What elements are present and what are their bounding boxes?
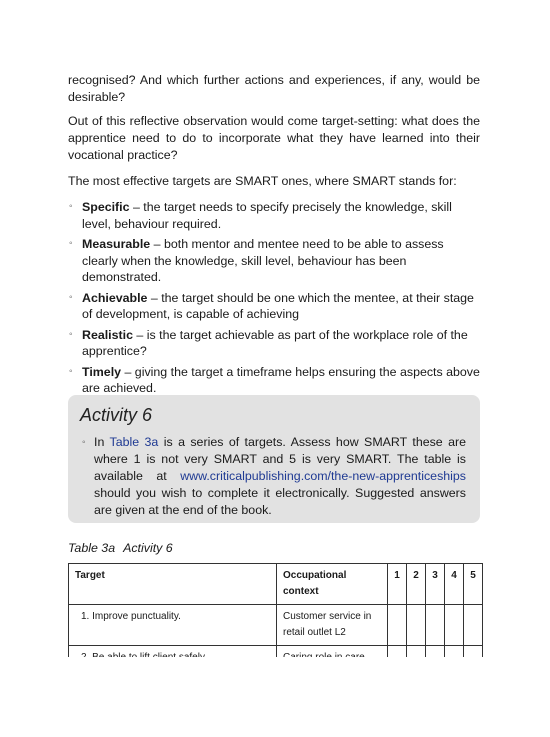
column-header: 4 [445, 564, 464, 605]
smart-term: Specific [82, 200, 130, 214]
bullet-icon: ◦ [69, 238, 73, 249]
smart-desc: – both mentor and mentee need to be able to assess clearly when the knowledge, skill level, behaviour has been demonstrated. [82, 237, 444, 284]
list-item [68, 327, 480, 360]
column-header: 3 [426, 564, 445, 605]
list-item [68, 236, 480, 286]
smart-desc: – the target needs to specify precisely the knowledge, skill level, behaviour required. [82, 200, 452, 231]
bullet-icon: ◦ [69, 365, 73, 377]
bullet-icon: ◦ [69, 201, 73, 212]
activity-text-part: is a series of targets. Assess how SMART these are where 1 is not very SMART and 5 is very SMART. The table is available at [94, 435, 466, 483]
list-item [68, 364, 480, 397]
paragraph: Out of this reflective observation would come target-setting: what does the apprentice need to do to incorporate what they have learned into their vocational practice? [68, 114, 480, 162]
smart-term: Achievable [82, 290, 148, 305]
table-caption [68, 541, 173, 555]
context-cell: Customer service in retail outlet L2 [277, 605, 388, 646]
smart-desc: – is the target achievable as part of the workplace role of the apprentice? [82, 327, 468, 358]
activity-text-part: should you wish to complete it electronically. Suggested answers are given at the end of the book. [94, 486, 466, 517]
caption-label: Table 3a [68, 541, 116, 555]
target-cell: 1. Improve punctuality. [69, 605, 277, 646]
smart-term: Realistic [82, 327, 133, 342]
smart-desc: – the target should be one which the mentee, at their stage of development, is capable of achieving [82, 290, 474, 321]
column-header: 2 [407, 564, 426, 605]
activity-title: Activity 6 [80, 405, 153, 425]
body-text [68, 72, 480, 401]
smart-term: Timely [82, 364, 122, 379]
rating-cell[interactable] [426, 605, 445, 646]
smart-list [68, 199, 480, 397]
rating-cell[interactable] [464, 605, 483, 646]
column-header: 1 [388, 564, 407, 605]
paragraph: The most effective targets are SMART ones, where SMART stands for: [68, 174, 457, 188]
smart-desc: – giving the target a timeframe helps ensuring the aspects above are achieved. [82, 364, 480, 395]
table-row [69, 605, 483, 646]
website-link[interactable]: www.criticalpublishing.com/the-new-apprenticeships [180, 469, 466, 483]
list-item [68, 290, 480, 323]
targets-table [68, 563, 483, 671]
page-bottom-margin [0, 657, 550, 737]
table-header-row [69, 564, 483, 605]
bullet-icon: ◦ [82, 437, 86, 448]
activity-box [68, 395, 480, 523]
bullet-icon: ◦ [69, 291, 73, 303]
bullet-icon: ◦ [69, 328, 73, 340]
activity-text-part: In [94, 435, 110, 449]
caption-title: Activity 6 [123, 541, 173, 555]
rating-cell[interactable] [445, 605, 464, 646]
activity-text [82, 434, 466, 519]
rating-cell[interactable] [407, 605, 426, 646]
column-header: Occupational context [277, 564, 388, 605]
paragraph: recognised? And which further actions and experiences, if any, would be desirable? [68, 73, 480, 104]
rating-cell[interactable] [388, 605, 407, 646]
column-header: Target [69, 564, 277, 605]
column-header: 5 [464, 564, 483, 605]
table-link[interactable]: Table 3a [109, 435, 159, 449]
list-item [68, 199, 480, 232]
smart-term: Measurable [82, 237, 151, 251]
